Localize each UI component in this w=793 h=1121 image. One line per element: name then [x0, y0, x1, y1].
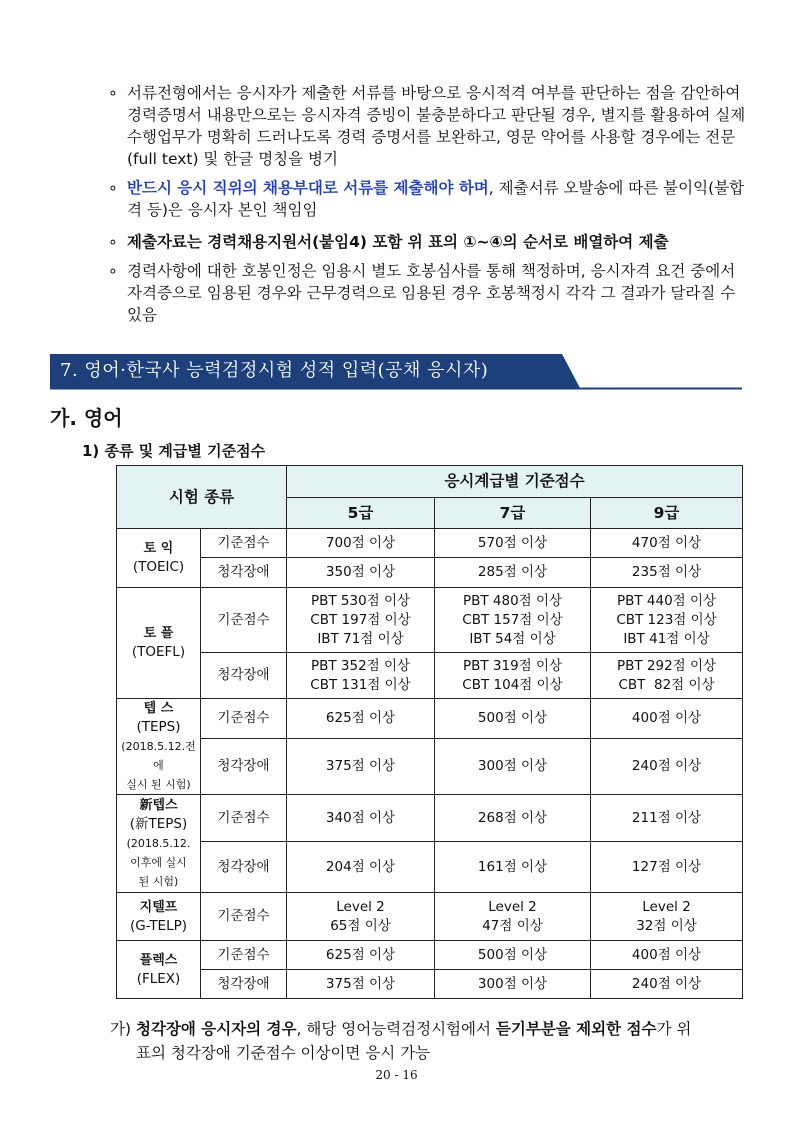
bullet-document-order: ∘ 제출자료는 경력채용지원서(붙임4) 포함 위 표의 ①~④의 순서로 배열하여 제출	[108, 233, 669, 251]
score-cell: PBT 480점 이상 CBT 157점 이상 IBT 54점 이상	[435, 588, 591, 653]
exam-toefl: 토 플 (TOEFL)	[117, 588, 201, 699]
row-label-hearing: 청각장애	[201, 653, 287, 699]
bullet-salary-step: ∘ 경력사항에 대한 호봉인정은 임용시 별도 호봉심사를 통해 책정하며, 응시자격 요건 중에서 자격증으로 임용된 경우와 근무경력으로 임용된 경우 호봉책정시 각각 그 결과가 달라질 수 있음	[108, 262, 736, 324]
score-cell: 375점 이상	[287, 970, 435, 999]
score-cell: 300점 이상	[435, 739, 591, 795]
score-cell: 500점 이상	[435, 699, 591, 739]
row-label-standard: 기준점수	[201, 699, 287, 739]
score-cell: 268점 이상	[435, 795, 591, 842]
score-cell: PBT 352점 이상 CBT 131점 이상	[287, 653, 435, 699]
table-header-row	[117, 466, 743, 498]
table-row	[117, 653, 743, 699]
row-label-standard: 기준점수	[201, 893, 287, 941]
score-cell: PBT 530점 이상 CBT 197점 이상 IBT 71점 이상	[287, 588, 435, 653]
hearing-impaired-note: 가) 청각장애 응시자의 경우, 해당 영어능력검정시험에서 듣기부분을 제외한 점수가 위 표의 청각장애 기준점수 이상이면 응시 가능	[110, 1020, 692, 1062]
score-cell: 204점 이상	[287, 842, 435, 893]
row-label-hearing: 청각장애	[201, 970, 287, 999]
exam-new-teps: 新텝스 (新TEPS) (2018.5.12. 이후에 실시 된 시험)	[117, 795, 201, 893]
exam-teps: 텝 스 (TEPS) (2018.5.12.전에 실시 된 시험)	[117, 699, 201, 795]
score-cell: Level 2 32점 이상	[591, 893, 743, 941]
table-row	[117, 970, 743, 999]
bullet-document-screening: ∘ 서류전형에서는 응시자가 제출한 서류를 바탕으로 응시적격 여부를 판단하는 점을 감안하여 경력증명서 내용만으로는 응시자격 증빙이 불충분하다고 판단될 경우, 별지를 활용하여 실제 수행업무가 명확히 드러나도록 경력 증명서를 보완하고, 영문 약어를 사용할 경우에는 전문(full text) 및 한글 명칭을 병기	[108, 84, 746, 168]
row-label-standard: 기준점수	[201, 795, 287, 842]
score-cell: 375점 이상	[287, 739, 435, 795]
score-cell: 700점 이상	[287, 529, 435, 558]
table-row	[117, 558, 743, 588]
table-row	[117, 529, 743, 558]
score-cell: Level 2 65점 이상	[287, 893, 435, 941]
score-cell: 300점 이상	[435, 970, 591, 999]
header-grade-9: 9급	[591, 498, 743, 529]
english-score-table	[116, 465, 743, 999]
header-grade-5: 5급	[287, 498, 435, 529]
score-cell: 240점 이상	[591, 970, 743, 999]
score-cell: 161점 이상	[435, 842, 591, 893]
table-row	[117, 893, 743, 941]
score-cell: 340점 이상	[287, 795, 435, 842]
score-cell: 400점 이상	[591, 941, 743, 970]
row-label-hearing: 청각장애	[201, 739, 287, 795]
score-cell: 285점 이상	[435, 558, 591, 588]
score-cell: Level 2 47점 이상	[435, 893, 591, 941]
score-cell: 625점 이상	[287, 941, 435, 970]
score-cell: PBT 440점 이상 CBT 123점 이상 IBT 41점 이상	[591, 588, 743, 653]
bullet-submission-unit: ∘ 반드시 응시 직위의 채용부대로 서류를 제출해야 하며, 제출서류 오발송에 따른 불이익(불합격 등)은 응시자 본인 책임임	[108, 179, 745, 219]
exam-gtelp: 지텔프 (G-TELP)	[117, 893, 201, 941]
score-cell: 350점 이상	[287, 558, 435, 588]
row-label-standard: 기준점수	[201, 588, 287, 653]
score-cell: PBT 292점 이상 CBT 82점 이상	[591, 653, 743, 699]
bullet-mark: ∘	[108, 84, 118, 102]
score-cell: PBT 319점 이상 CBT 104점 이상	[435, 653, 591, 699]
table-row	[117, 795, 743, 842]
score-cell: 211점 이상	[591, 795, 743, 842]
row-label-standard: 기준점수	[201, 529, 287, 558]
score-cell: 500점 이상	[435, 941, 591, 970]
score-cell: 470점 이상	[591, 529, 743, 558]
score-cell: 240점 이상	[591, 739, 743, 795]
heading-english: 가. 영어	[50, 406, 123, 430]
table-row	[117, 739, 743, 795]
row-label-standard: 기준점수	[201, 941, 287, 970]
header-grade-group: 응시계급별 기준점수	[287, 466, 743, 498]
header-exam-type: 시험 종류	[117, 466, 287, 529]
instruction-bullets	[108, 82, 748, 333]
table-row	[117, 941, 743, 970]
score-cell: 235점 이상	[591, 558, 743, 588]
row-label-hearing: 청각장애	[201, 842, 287, 893]
emphasis-text: 반드시 응시 직위의 채용부대로 서류를 제출해야 하며	[127, 179, 489, 197]
header-grade-7: 7급	[435, 498, 591, 529]
exam-flex: 플렉스 (FLEX)	[117, 941, 201, 999]
heading-score-types: 1) 종류 및 계급별 기준점수	[82, 442, 266, 460]
score-cell: 625점 이상	[287, 699, 435, 739]
table-row	[117, 842, 743, 893]
table-row	[117, 588, 743, 653]
section-header	[50, 354, 742, 390]
bullet-mark: ∘	[108, 233, 118, 251]
section-title: 7. 영어·한국사 능력검정시험 성적 입력(공채 응시자)	[60, 360, 489, 381]
page-number: 20 - 16	[375, 1068, 418, 1082]
table-row	[117, 699, 743, 739]
bullet-mark: ∘	[108, 262, 118, 280]
score-cell: 400점 이상	[591, 699, 743, 739]
exam-toeic: 토 익 (TOEIC)	[117, 529, 201, 588]
row-label-hearing: 청각장애	[201, 558, 287, 588]
score-cell: 127점 이상	[591, 842, 743, 893]
bullet-mark: ∘	[108, 179, 118, 197]
score-cell: 570점 이상	[435, 529, 591, 558]
